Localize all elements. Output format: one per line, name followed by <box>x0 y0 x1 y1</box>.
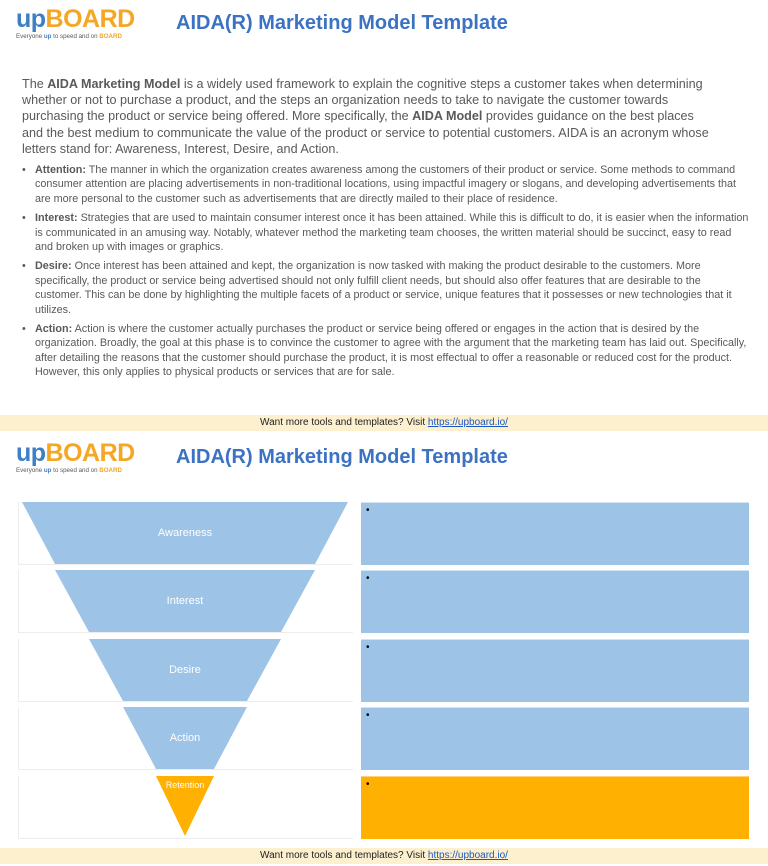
upboard-logo <box>16 440 146 480</box>
stage-label-awareness: Awareness <box>157 527 213 539</box>
footer-banner: Want more tools and templates? Visit https://upboard.io/ <box>0 848 768 864</box>
upboard-link[interactable]: https://upboard.io/ <box>427 417 508 428</box>
term-interest: Interest: <box>35 212 78 225</box>
term-action: Action: <box>35 323 73 336</box>
notes-box-awareness[interactable]: • <box>361 502 749 565</box>
page-title: AIDA(R) Marketing Model Template <box>176 446 508 468</box>
page-1 <box>0 0 768 432</box>
stage-label-retention: Retention <box>165 780 205 790</box>
stage-label-interest: Interest <box>166 595 204 607</box>
list-item-interest: • Interest: Strategies that are used to maintain consumer interest once it has been attained. While this is difficult to do, it is easier when the information is communicated in an amusing way. Notably, whatever method the marketing team chooses, the written material should be succinct, easy to read and broken up with images or graphics. <box>22 212 749 254</box>
intro-paragraph: The AIDA Marketing Model is a widely used framework to explain the cognitive steps a customer takes when determining whether or not to purchase a product, and the steps an organization needs to take to navigate the customer towards purchasing the product or service being offered. More specifically, the AIDA Model provides guidance on the best places and the best medium to communicate the value of the product or service to potential customers. AIDA is an acronym whose letters stand for: Awareness, Interest, Desire, and Action. <box>22 77 709 156</box>
upboard-logo <box>16 6 146 46</box>
notes-box-interest[interactable]: • <box>361 570 749 633</box>
logo-board-text: BOARD <box>45 5 135 33</box>
notes-box-retention[interactable]: • <box>361 776 749 839</box>
notes-box-action[interactable]: • <box>361 707 749 770</box>
logo-up-text: up <box>16 5 46 33</box>
logo-tagline: Everyone up to speed and on BOARD <box>16 33 122 40</box>
upboard-link[interactable]: https://upboard.io/ <box>427 850 508 861</box>
page-2 <box>0 434 768 866</box>
logo-up-text: up <box>16 439 46 467</box>
term-desire: Desire: <box>35 260 72 273</box>
list-item-action: • Action: Action is where the customer actually purchases the product or service being offered or engages in the action that is desired by the organization. Broadly, the goal at this phase is to convince the customer to agree with the argument that the marketing team has laid out. Specifically, after detailing the reasons that the customer should purchase the product, it is most effectual to offer a reasonable or reduced cost for the product. However, this only applies to physical products or services that are for sale. <box>22 323 747 379</box>
logo-board-text: BOARD <box>45 439 135 467</box>
footer-banner: Want more tools and templates? Visit https://upboard.io/ <box>0 415 768 431</box>
logo-tagline: Everyone up to speed and on BOARD <box>16 467 122 474</box>
list-item-desire: • Desire: Once interest has been attained and kept, the organization is now tasked with making the product desirable to the customers. More specifically, the product or service being advertised should not only fulfill client needs, but should also offer features that are desirable to the customer. This can be done by highlighting the multiple facets of a product or service, unique features that it possesses or new technologies that it utilizes. <box>22 260 732 316</box>
stage-label-desire: Desire <box>169 664 201 676</box>
term-attention: Attention: <box>35 164 86 176</box>
definition-list <box>22 163 750 385</box>
notes-box-desire[interactable]: • <box>361 639 749 702</box>
list-item-attention: • Attention: The manner in which the organization creates awareness among the customers of their product or service. Some methods to command consumer attention are placing advertisements in non-traditional locations, using impactful imagery or slogans, and developing advertisements that are more personal to the customer such as advertisements that are directly mailed to their place of residence. <box>22 164 736 205</box>
stage-label-action: Action <box>169 732 201 744</box>
page-title: AIDA(R) Marketing Model Template <box>176 12 508 34</box>
